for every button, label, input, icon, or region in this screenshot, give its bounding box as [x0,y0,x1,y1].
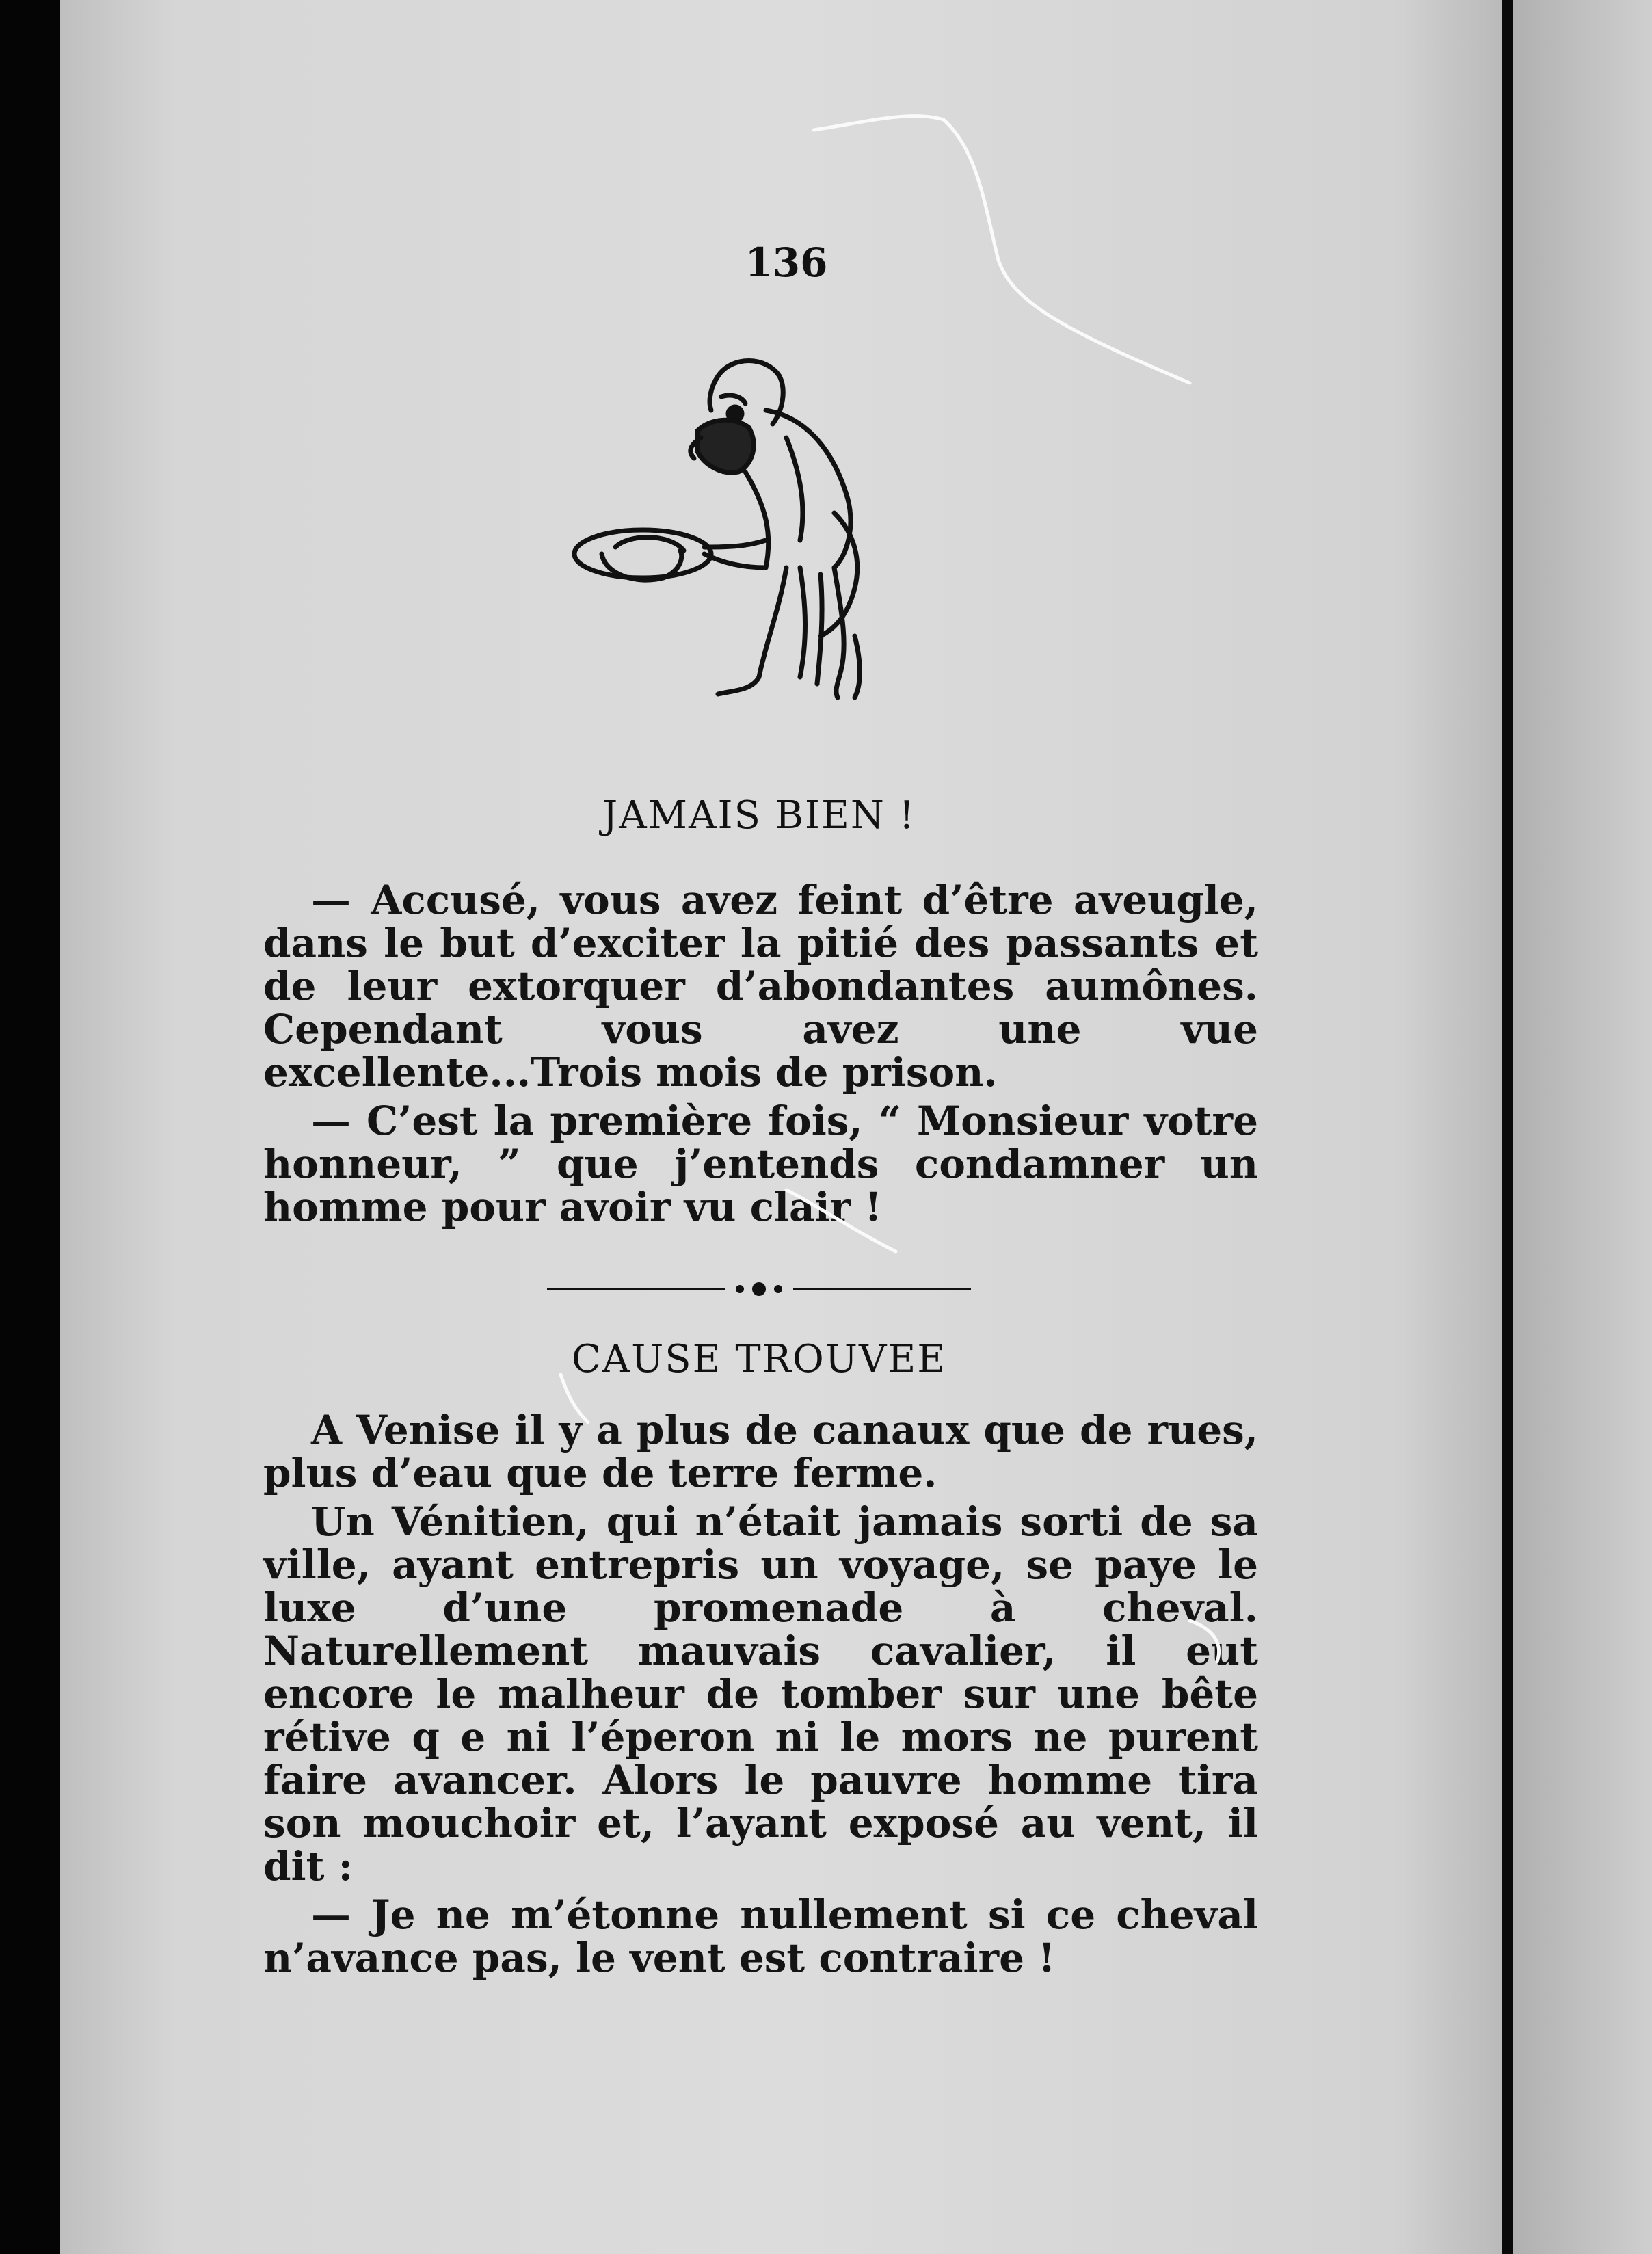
story-title-cause-trouvee: CAUSE TROUVEE [571,1337,947,1381]
paragraph: Un Vénitien, qui n’était jamais sorti de sa ville, ayant entrepris un voyage, se paye le luxe d’une promenade à cheval. Naturellement mauvais cavalier, il eut encore le malheur de tomber sur une bête rétive q e ni l’éperon ni le mors ne purent faire avancer. Alors le pauvre homme tira son mouchoir et, l’ayant exposé au vent, il dit : [263,1498,1258,1890]
story-title-jamais-bien: JAMAIS BIEN ! [602,793,916,838]
page-number: 136 [745,239,828,286]
paragraph: — C’est la première fois, “ Monsieur votre honneur, ” que j’entends condamner un homme pour avoir vu clair ! [263,1098,1258,1230]
gutter-line [1502,0,1513,2254]
adjacent-page-edge [1513,0,1652,2254]
paragraph: — Je ne m’étonne nullement si ce cheval n’avance pas, le vent est contraire ! [263,1892,1258,1981]
story-body-jamais-bien [263,879,1258,1234]
beggar-with-hat-icon [561,349,944,732]
ornamental-separator [547,1279,971,1299]
paragraph: A Venise il y a plus de canaux que de rues, plus d’eau que de terre ferme. [263,1407,1258,1496]
story-body-cause-trouvee [263,1409,1258,1985]
paragraph: — Accusé, vous avez feint d’être aveugle, dans le but d’exciter la pitié des passants et de leur extorquer d’abondantes aumônes. Cependant vous avez une vue excellente...Trois mois de prison. [263,877,1258,1096]
